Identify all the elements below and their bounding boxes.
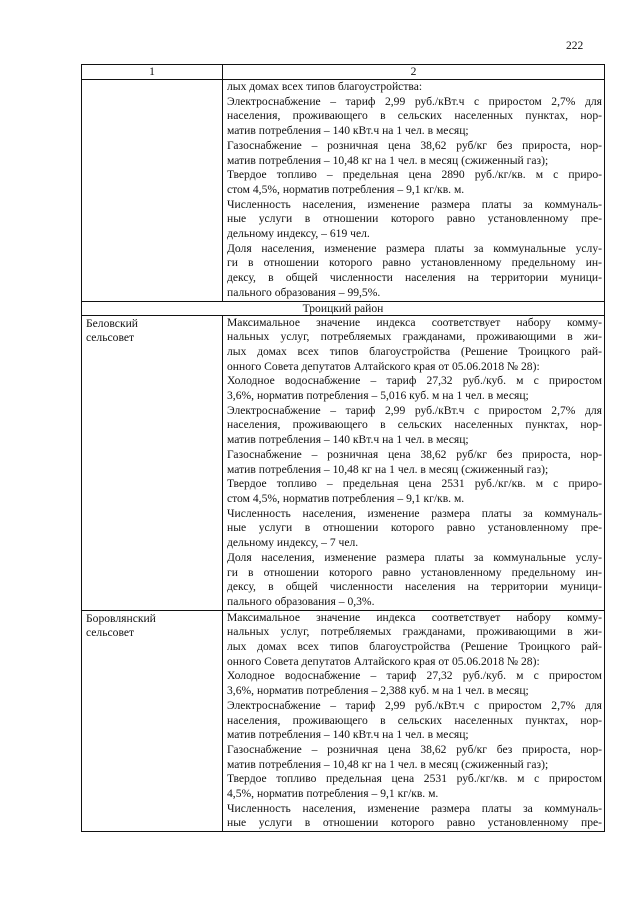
text-line: ги в отношении которого равно установленному предельному ин- <box>227 565 602 579</box>
text-line: матив потребления – 140 кВт.ч на 1 чел. в месяц; <box>227 433 469 447</box>
text-line: матив потребления – 10,48 кг на 1 чел. в месяц (сжиженный газ); <box>227 462 549 476</box>
text-line: дексу, в общей численности населения на территории муници- <box>227 580 602 594</box>
description-cell <box>223 80 605 302</box>
text-line: ные услуги в отношении которого равно установленному пре- <box>227 816 602 830</box>
text-line: Газоснабжение – розничная цена 38,62 руб/кг без прироста, нор- <box>227 138 602 152</box>
text-line: Газоснабжение – розничная цена 38,62 руб/кг без прироста, нор- <box>227 742 602 756</box>
municipality-name-cell <box>82 315 223 610</box>
text-line: ные услуги в отношении которого равно установленному пре- <box>227 521 602 535</box>
text-line: лых домах всех типов благоустройства (Решение Троицкого рай- <box>227 640 602 654</box>
text-line: населения, проживающего в сельских населенных пунктах, нор- <box>227 109 602 123</box>
text-line: пального образования – 0,3%. <box>227 594 375 608</box>
municipality-name-cell-empty <box>82 80 223 302</box>
municipality-name-line: Беловский <box>86 316 138 330</box>
text-line: ги в отношении которого равно установленному предельному ин- <box>227 256 602 270</box>
text-line: Твердое топливо – предельная цена 2531 руб./кг/кв. м с приро- <box>227 477 602 491</box>
table-row-municipality <box>82 315 605 610</box>
text-line: дельному индексу, – 7 чел. <box>227 536 359 550</box>
text-line: 3,6%, норматив потребления – 2,388 куб. м на 1 чел. в месяц; <box>227 684 529 698</box>
data-table <box>81 64 605 832</box>
municipality-name-line: сельсовет <box>86 626 135 640</box>
text-line: нальных услуг, потребляемых гражданами, проживающими в жи- <box>227 625 602 639</box>
description-cell <box>223 315 605 610</box>
text-line: Электроснабжение – тариф 2,99 руб./кВт.ч с приростом 2,7% для <box>227 403 602 417</box>
column-header-1: 1 <box>82 65 223 80</box>
text-line: матив потребления – 10,48 кг на 1 чел. в месяц (сжиженный газ); <box>227 153 549 167</box>
text-line: Холодное водоснабжение – тариф 27,32 руб./куб. м с приростом <box>227 669 602 683</box>
text-line: нальных услуг, потребляемых гражданами, проживающими в жи- <box>227 330 602 344</box>
page-number: 222 <box>566 40 584 52</box>
text-line: матив потребления – 10,48 кг на 1 чел. в месяц (сжиженный газ); <box>227 757 549 771</box>
text-line: стом 4,5%, норматив потребления – 9,1 кг/кв. м. <box>227 182 465 196</box>
text-line: лых домах всех типов благоустройства: <box>227 80 423 93</box>
text-line: онного Совета депутатов Алтайского края от 05.06.2018 № 28): <box>227 359 540 373</box>
text-line: Электроснабжение – тариф 2,99 руб./кВт.ч с приростом 2,7% для <box>227 94 602 108</box>
text-line: дельному индексу, – 619 чел. <box>227 227 370 241</box>
text-line: Максимальное значение индекса соответствует набору комму- <box>227 610 602 624</box>
region-header-row <box>82 301 605 315</box>
text-line: лых домах всех типов благоустройства (Решение Троицкого рай- <box>227 344 602 358</box>
text-line: стом 4,5%, норматив потребления – 9,1 кг/кв. м. <box>227 491 465 505</box>
description-cell <box>223 610 605 832</box>
text-line: Твердое топливо – предельная цена 2890 руб./кг/кв. м с приро- <box>227 168 602 182</box>
text-line: онного Совета депутатов Алтайского края от 05.06.2018 № 28): <box>227 654 540 668</box>
text-line: населения, проживающего в сельских населенных пунктах, нор- <box>227 713 602 727</box>
municipality-name-line: Боровлянский <box>86 611 156 625</box>
text-line: Численность населения, изменение размера платы за коммуналь- <box>227 506 602 520</box>
text-line: 4,5%, норматив потребления – 9,1 кг/кв. м. <box>227 787 439 801</box>
text-line: населения, проживающего в сельских населенных пунктах, нор- <box>227 418 602 432</box>
text-line: Доля населения, изменение размера платы за коммунальные услу- <box>227 241 602 255</box>
text-line: пального образования – 99,5%. <box>227 285 381 299</box>
text-line: Доля населения, изменение размера платы за коммунальные услу- <box>227 550 602 564</box>
text-line: дексу, в общей численности населения на территории муници- <box>227 271 602 285</box>
text-line: ные услуги в отношении которого равно установленному пре- <box>227 212 602 226</box>
column-header-2: 2 <box>223 65 605 80</box>
text-line: матив потребления – 140 кВт.ч на 1 чел. в месяц; <box>227 728 469 742</box>
text-line: Численность населения, изменение размера платы за коммуналь- <box>227 801 602 815</box>
text-line: Газоснабжение – розничная цена 38,62 руб/кг без прироста, нор- <box>227 447 602 461</box>
text-line: Холодное водоснабжение – тариф 27,32 руб./куб. м с приростом <box>227 374 602 388</box>
table-row-continuation <box>82 80 605 302</box>
text-line: матив потребления – 140 кВт.ч на 1 чел. в месяц; <box>227 124 469 138</box>
text-line: Максимальное значение индекса соответствует набору комму- <box>227 315 602 329</box>
table-header-row <box>82 65 605 80</box>
municipality-name-cell <box>82 610 223 832</box>
table-row-municipality <box>82 610 605 832</box>
text-line: Численность населения, изменение размера платы за коммуналь- <box>227 197 602 211</box>
text-line: Электроснабжение – тариф 2,99 руб./кВт.ч с приростом 2,7% для <box>227 698 602 712</box>
text-line: Твердое топливо предельная цена 2531 руб./кг/кв. м с приростом <box>227 772 602 786</box>
text-line: 3,6%, норматив потребления – 5,016 куб. м на 1 чел. в месяц; <box>227 389 529 403</box>
region-title: Троицкий район <box>82 301 605 315</box>
municipality-name-line: сельсовет <box>86 331 135 345</box>
